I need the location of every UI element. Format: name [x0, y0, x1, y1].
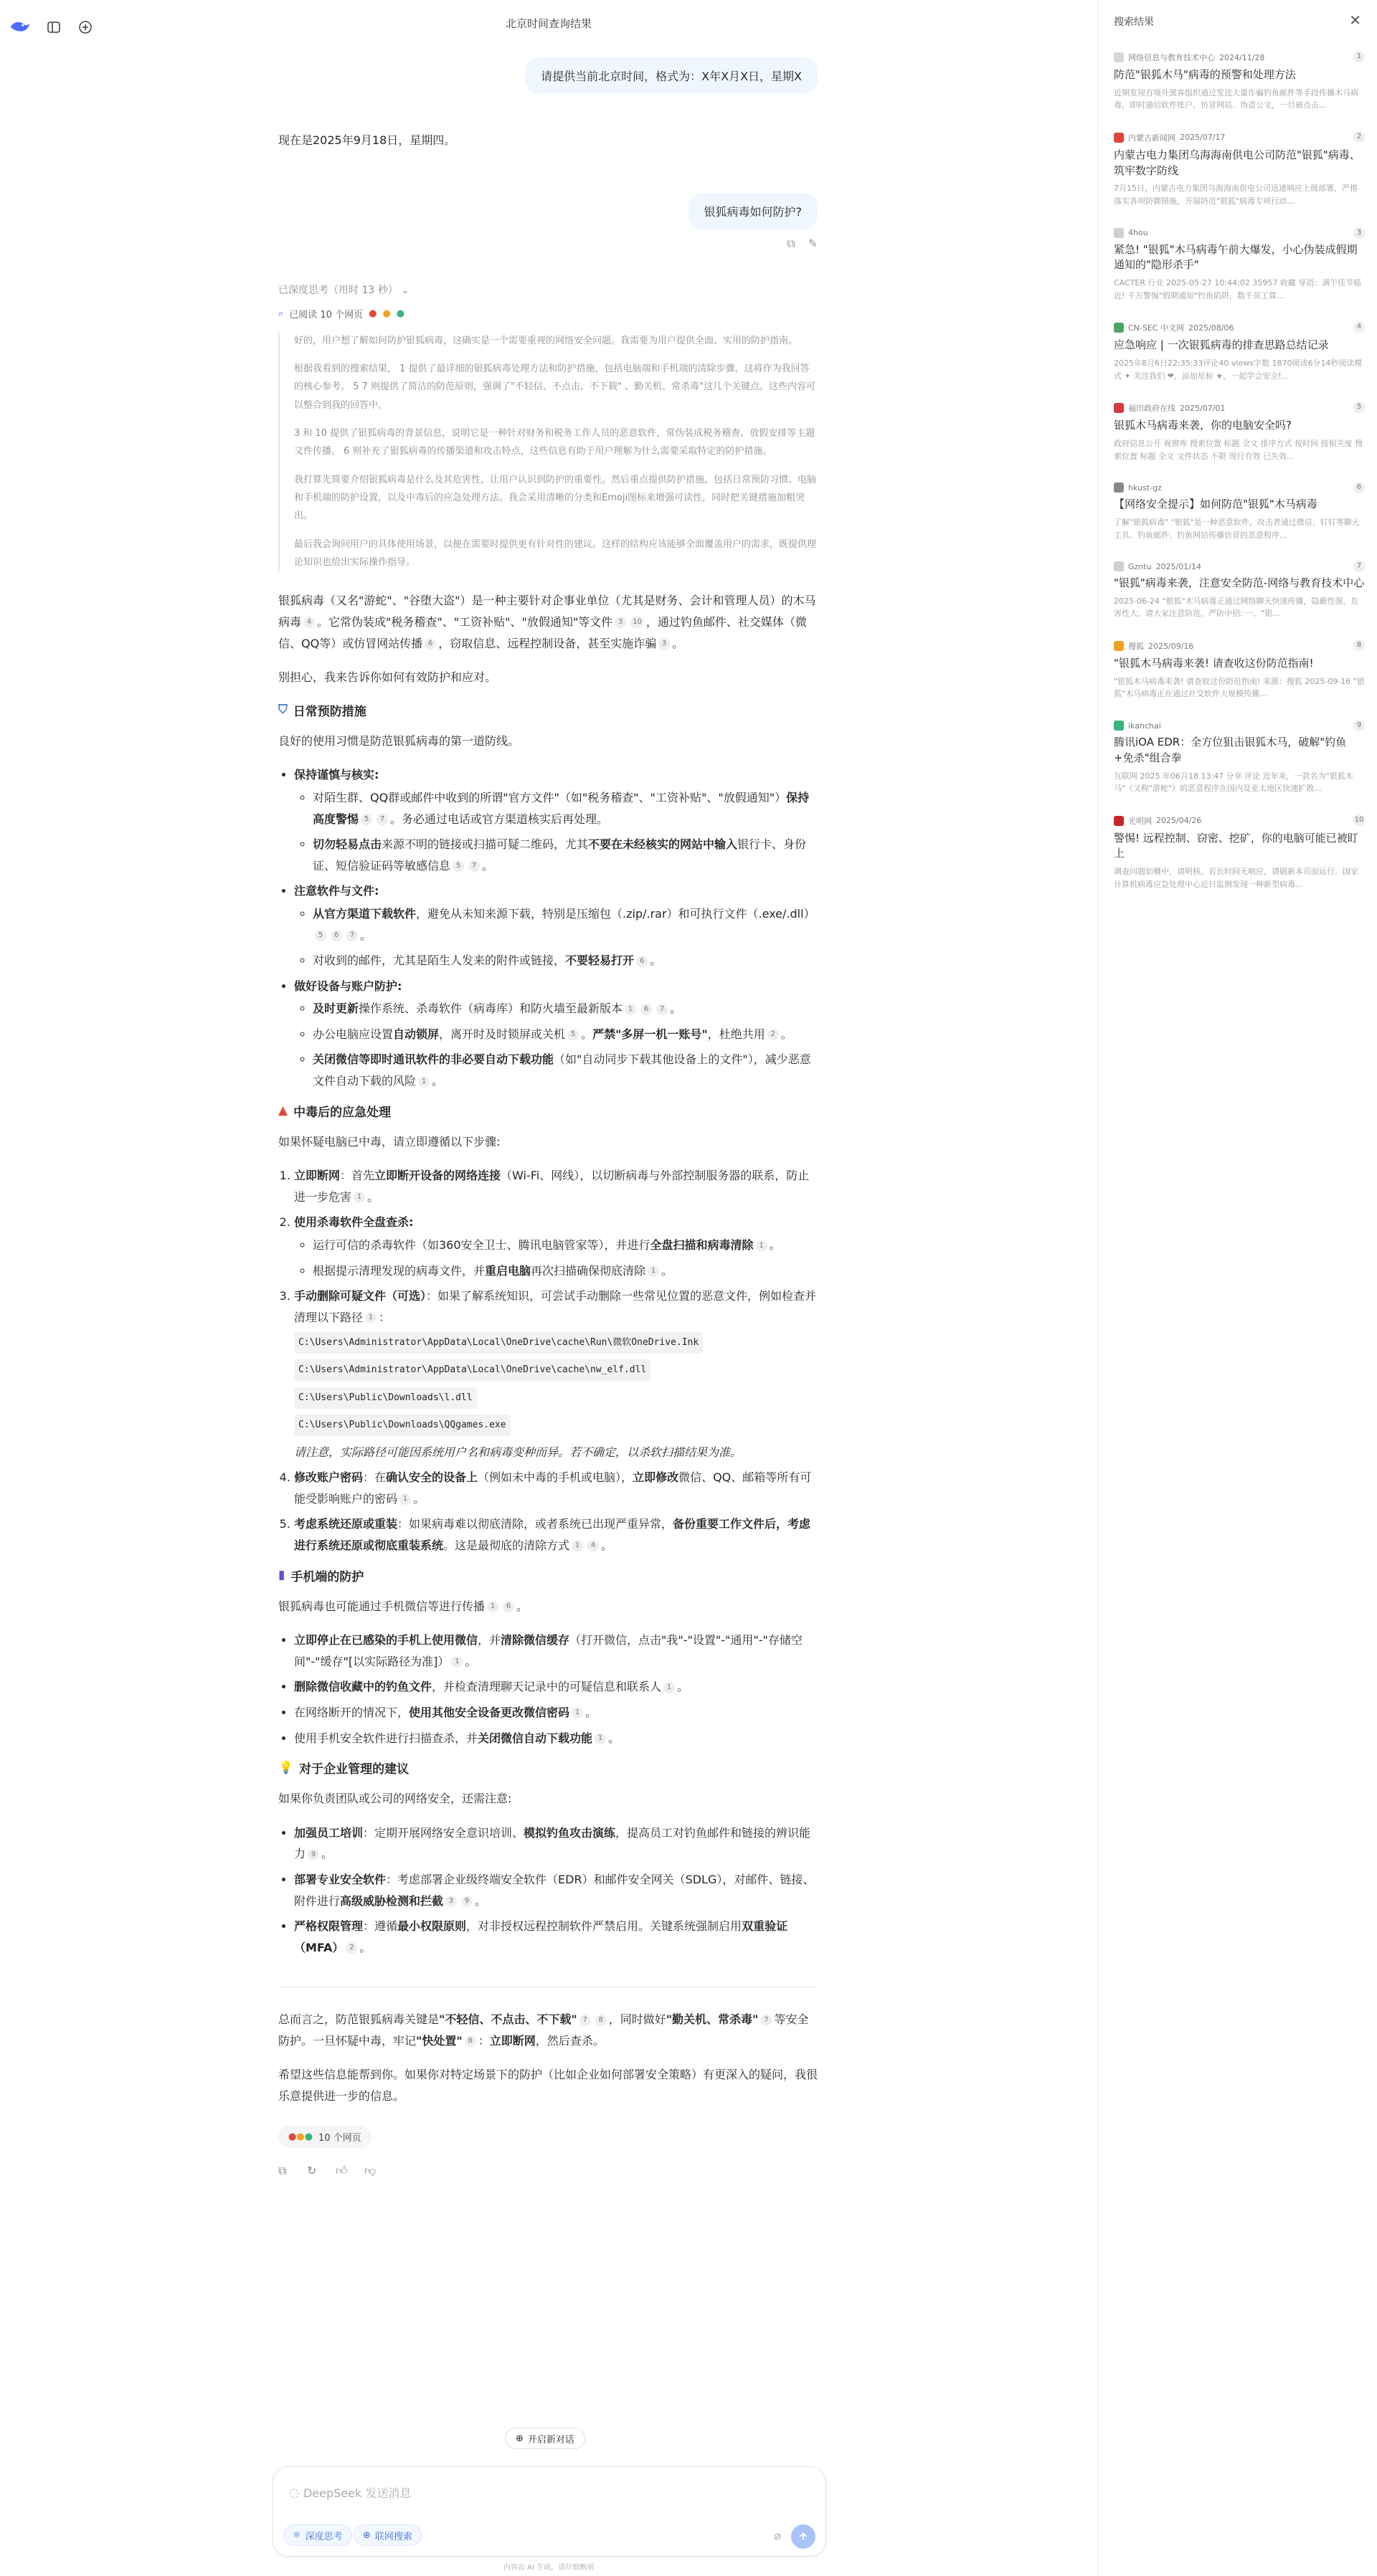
thinking-content [278, 332, 818, 572]
result-snippet: 7月15日，内蒙古电力集团乌海海南供电公司迅速响应上级部署，严格落实各项防御措施，开展防范"银狐"病毒专项行动... [1114, 184, 1358, 206]
list-item: • 严格权限管理：遵循最小权限原则，对非授权远程控制软件严禁启用。关键系统强制启用双重验证（MFA） 2 。 [294, 1916, 818, 1958]
emergency-steps [278, 1165, 818, 1556]
result-date: 2025/07/17 [1180, 133, 1226, 143]
citation[interactable]: 10 [630, 617, 644, 628]
site-favicon-icon [1114, 323, 1124, 333]
search-result-item[interactable] [1114, 640, 1365, 700]
result-snippet: 政府信息公开 视窗库 搜索位置 标题 全文 排序方式 按时间 按相关度 搜索位置 标题 全文 文件状态 不限 现行有效 已失效... [1114, 439, 1363, 461]
section-lead: 银狐病毒也可能通过手机微信等进行传播 1 6 。 [278, 1599, 529, 1613]
results-list [1114, 52, 1365, 911]
result-number: 7 [1353, 561, 1365, 572]
edit-icon[interactable]: ✎ [808, 236, 818, 250]
list-item: • 使用手机安全软件进行扫描查杀，并关闭微信自动下载功能 1 。 [294, 1728, 818, 1749]
list-item: 2. 使用杀毒软件全盘查杀: ◦ 运行可信的杀毒软件（如360安全卫士、腾讯电脑管家等），并进行全盘扫描和病毒清除 1 。 ◦ 根据提示清理发现的病毒文件，并重启电脑再次扫描确保彻底清除 1 。 [294, 1212, 818, 1281]
deep-think-toggle[interactable] [278, 282, 818, 297]
result-date: 2025/04/26 [1156, 816, 1202, 826]
citation[interactable]: 1 [595, 1733, 606, 1744]
copy-icon[interactable]: ⧉ [787, 236, 795, 250]
new-chat-label: 开启新对话 [527, 2434, 574, 2446]
chevron-down-icon: ⌄ [401, 284, 410, 296]
list-item: ◦ 对收到的邮件，尤其是陌生人发来的附件或链接，不要轻易打开 6 。 [313, 950, 818, 971]
attach-icon[interactable]: ⌀ [774, 2529, 781, 2542]
list-item: ◦ 办公电脑应设置自动锁屏，离开时及时锁屏或关机 5 。严禁"多屏一机一账号"，杜绝共用 2 。 [313, 1024, 818, 1045]
result-title[interactable]: 应急响应 | 一次银狐病毒的排查思路总结记录 [1114, 338, 1329, 352]
list-item: • 部署专业安全软件：考虑部署企业级终端安全软件（EDR）和邮件安全网关（SDLG），对邮件、链接、附件进行高级威胁检测和拦截 3 9 。 [294, 1869, 818, 1911]
result-source: Gzntu [1128, 561, 1152, 571]
citation[interactable]: 9 [308, 1849, 319, 1860]
search-result-item[interactable] [1114, 322, 1365, 382]
search-result-item[interactable] [1114, 52, 1365, 112]
result-title[interactable]: 防范"银狐木马"病毒的预警和处理方法 [1114, 68, 1296, 81]
list-item: 5. 考虑系统还原或重装：如果病毒难以彻底清除，或者系统已出现严重异常，备份重要工作文件后，考虑进行系统还原或彻底重装系统。这是最彻底的清除方式 1 4 。 [294, 1513, 818, 1556]
citation[interactable]: 3 [615, 617, 626, 628]
result-snippet: "银狐木马病毒来袭! 请查收这份防范指南! 来源：搜狐 2025-09-16 "银狐"木马病毒正在通过社交软件大规模传播... [1114, 676, 1365, 699]
search-results-panel [1097, 0, 1377, 2576]
citation[interactable]: 1 [663, 1682, 675, 1693]
result-number: 3 [1353, 227, 1365, 239]
result-date: 2025/01/14 [1155, 561, 1201, 571]
section-heading: ⛉ 日常预防措施 [278, 703, 366, 719]
result-number: 4 [1353, 321, 1365, 333]
citation[interactable]: 3 [445, 1896, 457, 1907]
list-item: ◦ 运行可信的杀毒软件（如360安全卫士、腾讯电脑管家等），并进行全盘扫描和病毒清除 1 。 [313, 1235, 818, 1256]
list-item: • 做好设备与账户防护: ◦ 及时更新操作系统、杀毒软件（病毒库）和防火墙至最新版本 1 6 7 。 ◦ 办公电脑应设置自动锁屏，离开时及时锁屏或关机 5 。严禁"多屏一机一账号"，杜绝共用 2 。 ◦ 关闭微信等即时通讯软件的非必要自动下载功能（如"自动同步下载其他设备上的文件"），减少恶意文件自动下载的风险 1 。 [294, 976, 818, 1092]
search-result-item[interactable] [1114, 483, 1365, 541]
list-item: ◦ 及时更新操作系统、杀毒软件（病毒库）和防火墙至最新版本 1 6 7 。 [313, 998, 818, 1020]
send-button[interactable] [791, 2524, 815, 2549]
assistant-answer: 现在是2025年9月18日，星期四。 [278, 133, 456, 147]
deepseek-small-icon: ◌ [289, 2486, 299, 2499]
site-favicon-icon [1114, 561, 1124, 571]
citation[interactable]: 7 [656, 1004, 668, 1015]
citation[interactable]: 7 [468, 860, 480, 872]
summary-paragraph: 总而言之，防范银狐病毒关键是"不轻信、不点击、不下载" 7 8 ，同时做好"勤关机、常杀毒" 7 等安全防护。一旦怀疑中毒，牢记"快处置" 8 ：立即断网，然后查杀。 [278, 2012, 809, 2048]
prevention-list [278, 764, 818, 1091]
list-item: ◦ 根据提示清理发现的病毒文件，并重启电脑再次扫描确保彻底清除 1 。 [313, 1260, 818, 1282]
result-title[interactable]: 【网络安全提示】如何防范"银狐"木马病毒 [1114, 498, 1317, 511]
result-meta [1114, 228, 1365, 238]
message-input[interactable] [289, 2484, 411, 2501]
shield-icon: ⛉ [278, 703, 288, 718]
result-meta [1114, 322, 1365, 333]
result-title[interactable]: 紧急! "银狐"木马病毒午前大爆发，小心伪装成假期通知的"隐形杀手" [1114, 242, 1358, 272]
list-item: 3. 手动删除可疑文件（可选）：如果了解系统知识，可尝试手动删除一些常见位置的恶意文件，例如检查并清理以下路径 1 ： C:\Users\Administrator\AppData\Local\OneDrive\cache\Run\微软OneDrive.Ink C:\Users\Administrator\AppData\Local\OneDrive\cache\nw_elf.dll C:\Users\Public\Downloads\l.dll C:\Users\Public\Downloads\QQgames.exe 请注意，实际路径可能因系统用户名和病毒变种而异。若不确定，以杀软扫描结果为准。 [294, 1285, 818, 1463]
panel-title: 搜索结果 [1114, 16, 1154, 28]
result-meta [1114, 721, 1365, 731]
source-favicons-icon: ● [369, 308, 377, 319]
list-item: 1. 立即断网：首先立即断开设备的网络连接（Wi-Fi、网线），以切断病毒与外部控制服务器的联系，防止进一步危害 1 。 [294, 1165, 818, 1207]
site-favicon-icon [1114, 228, 1124, 238]
closing-paragraph: 希望这些信息能帮到你。如果你对特定场景下的防护（比如企业如何部署安全策略）有更深入的疑问，我很乐意提供进一步的信息。 [278, 2068, 818, 2104]
result-number: 1 [1353, 51, 1365, 62]
list-item: • 在网络断开的情况下，使用其他安全设备更改微信密码 1 。 [294, 1702, 818, 1724]
list-item: • 立即停止在已感染的手机上使用微信，并清除微信缓存（打开微信，点击"我"-"设置"-"通用"-"存储空间"-"缓存"[以实际路径为准]） 1 。 [294, 1630, 818, 1672]
globe-icon: ⊕ [363, 2529, 371, 2541]
citation[interactable]: 1 [399, 1493, 411, 1505]
list-item: ◦ 对陌生群、QQ群或邮件中收到的所谓"官方文件"（如"税务稽查"、"工资补贴"、"放假通知"）保持高度警惕 5 7 。务必通过电话或官方渠道核实后再处理。 [313, 787, 818, 830]
site-favicon-icon [1114, 483, 1124, 493]
result-number: 9 [1353, 720, 1365, 731]
result-meta [1114, 483, 1365, 493]
siren-icon: ▲ [278, 1103, 288, 1118]
result-number: 2 [1353, 131, 1365, 143]
searched-label: 已阅读 10 个网页 [289, 309, 364, 320]
list-item: • 注意软件与文件: ◦ 从官方渠道下载软件，避免从未知来源下载，特别是压缩包（.zip/.rar）和可执行文件（.exe/.dll）5 6 7 。 ◦ 对收到的邮件，尤其是陌生人发来的附件或链接，不要轻易打开 6 。 [294, 880, 818, 971]
result-source: 福田政府在线 [1128, 404, 1175, 414]
result-number: 5 [1353, 401, 1365, 413]
search-result-item[interactable] [1114, 132, 1365, 208]
result-snippet: 互联网 2025 年06月18 13:47 分享 评论 近年来，一款名为"银狐木马"（又称"游蛇"）的恶意程序在国内及亚太地区快速扩散... [1114, 771, 1353, 794]
result-meta [1114, 640, 1365, 652]
citation[interactable]: 6 [640, 1004, 652, 1015]
citation[interactable]: 1 [572, 1540, 583, 1551]
citation[interactable]: 1 [451, 1656, 463, 1668]
section-heading: ▲ 中毒后的应急处理 [278, 1103, 392, 1120]
deep-think-button[interactable] [283, 2524, 352, 2546]
result-meta [1114, 52, 1365, 63]
user-message: 银狐病毒如何防护? [688, 193, 818, 229]
new-chat-button[interactable] [505, 2428, 585, 2449]
search-result-item[interactable] [1114, 228, 1365, 303]
result-number: 8 [1353, 640, 1365, 651]
thumbs-up-icon[interactable]: 👍︎ [336, 2163, 348, 2177]
mobile-list [278, 1630, 818, 1749]
section-lead: 如果怀疑电脑已中毒，请立即遵循以下步骤: [278, 1134, 501, 1149]
think-paragraph: 3 和 10 提供了银狐病毒的背景信息，说明它是一种针对财务和税务工作人员的恶意软件，常伪装成税务稽查、放假安排等主题文件传播。 6 则补充了银狐病毒的传播渠道和攻击特点，这些信息有助于用户理解为什么需要采取特定的防护措施。 [294, 427, 815, 457]
copy-icon[interactable]: ⧉ [278, 2163, 287, 2177]
site-favicon-icon [1114, 641, 1124, 651]
answer-actions [278, 2164, 818, 2177]
section-heading: 💡 对于企业管理的建议 [278, 1760, 410, 1777]
input-placeholder: DeepSeek 发送消息 [303, 2486, 412, 2500]
citation[interactable]: 1 [572, 1707, 583, 1719]
list-item: • 加强员工培训：定期开展网络安全意识培训、模拟钓鱼攻击演练，提高员工对钓鱼邮件和链接的辨识能力 9 。 [294, 1822, 818, 1865]
phone-icon: ▮ [278, 1568, 285, 1583]
result-snippet: 近期发现有境外黑客组织通过发送大量诈骗钓鱼邮件等手段传播木马病毒，即时通信软件账户、仿冒网站、伪造公文，一旦被点击... [1114, 87, 1358, 110]
result-date: 2025/08/06 [1188, 323, 1234, 333]
list-item: ◦ 切勿轻易点击来源不明的链接或扫描可疑二维码，尤其不要在未经核实的网站中输入银行卡、身份证、短信验证码等敏感信息 5 7 。 [313, 834, 818, 876]
web-sources-chip[interactable] [278, 2126, 372, 2148]
search-result-item[interactable] [1114, 402, 1365, 462]
result-source: 搜狐 [1128, 642, 1144, 652]
intro-paragraph: 银狐病毒（又名"游蛇"、"谷堕大盗"）是一种主要针对企事业单位（尤其是财务、会计和管理人员）的木马病毒 4 。它常伪装成"税务稽查"、"工资补贴"、"放假通知"等文件 3 10 ，通过钓鱼邮件、社交媒体（微信、QQ等）或仿冒网站传播 6 ，窃取信息、远程控制设备，甚至实施诈骗 3 。 [278, 594, 816, 650]
citation[interactable]: 4 [303, 617, 315, 628]
search-result-item[interactable] [1114, 721, 1365, 795]
deep-think-label: 深度思考 [305, 2531, 343, 2542]
arrow-up-icon [797, 2530, 810, 2543]
list-item: • 删除微信收藏中的钓鱼文件，并检查清理聊天记录中的可疑信息和联系人 1 。 [294, 1676, 818, 1698]
result-title[interactable]: "银狐木马病毒来袭! 请查收这份防范指南! [1114, 657, 1314, 670]
citation[interactable]: 6 [503, 1601, 514, 1612]
result-source: hkust-gz [1128, 483, 1162, 493]
result-source: 网络信息与教育技术中心 [1128, 53, 1215, 62]
path-note: 请注意，实际路径可能因系统用户名和病毒变种而异。若不确定，以杀软扫描结果为准。 [294, 1445, 742, 1459]
thumbs-down-icon[interactable]: 👎︎ [364, 2163, 377, 2177]
atom-icon: ⚛ [293, 2529, 301, 2541]
citation[interactable]: 3 [658, 638, 670, 650]
result-meta [1114, 561, 1365, 571]
citation[interactable]: 6 [636, 956, 648, 967]
web-chip-label: 10 个网页 [318, 2132, 361, 2144]
site-favicon-icon [1114, 133, 1124, 143]
search-icon: ⌕ [278, 308, 284, 319]
citation[interactable]: 1 [354, 1192, 365, 1203]
citation[interactable]: 2 [767, 1029, 779, 1040]
citation[interactable]: 2 [346, 1942, 357, 1954]
result-title[interactable]: 银狐木马病毒来袭，你的电脑安全吗? [1114, 419, 1292, 432]
result-title[interactable]: 内蒙古电力集团乌海海南供电公司防范"银狐"病毒、筑牢数字防线 [1114, 148, 1361, 177]
citation[interactable]: 7 [346, 930, 358, 941]
citation[interactable]: 1 [648, 1265, 659, 1277]
user-message-actions [787, 237, 818, 251]
result-date: 2025/07/01 [1180, 403, 1226, 413]
result-source: 内蒙古新闻网 [1128, 133, 1175, 143]
site-favicon-icon [1114, 52, 1124, 62]
section-lead: 如果你负责团队或公司的网络安全，还需注意: [278, 1792, 512, 1806]
citation[interactable]: 5 [453, 860, 464, 872]
file-path: C:\Users\Administrator\AppData\Local\OneDrive\cache\nw_elf.dll [294, 1359, 650, 1381]
result-source: 4hou [1128, 228, 1148, 238]
file-path: C:\Users\Public\Downloads\QQgames.exe [294, 1415, 511, 1436]
web-search-button[interactable] [354, 2524, 422, 2546]
ai-disclaimer: 内容由 AI 生成，请仔细甄别 [503, 2564, 595, 2572]
enterprise-list [278, 1822, 818, 1959]
think-paragraph: 好的，用户想了解如何防护银狐病毒，这确实是一个需要重视的网络安全问题。我需要为用户提供全面、实用的防护指南。 [294, 335, 798, 346]
intro-end: 别担心，我来告诉你如何有效防护和应对。 [278, 670, 497, 685]
result-snippet: 了解"银狐病毒" "银狐"是一种恶意软件，攻击者通过微信、钉钉等聊天工具、钓鱼邮件、钓鱼网站传播仿冒的恶意程序... [1114, 517, 1360, 540]
result-source: CN-SEC 中文网 [1128, 323, 1184, 333]
result-meta [1114, 815, 1365, 827]
web-search-label: 联网搜索 [374, 2531, 412, 2542]
citation[interactable]: 1 [365, 1312, 377, 1323]
citation[interactable]: 1 [625, 1004, 636, 1015]
plus-circle-icon: ⊕ [516, 2433, 524, 2444]
result-meta [1114, 402, 1365, 414]
result-snippet: 调查问题如概中，请明核。若长时间无响应，请刷新本页面运行。国家计算机病毒应急处理中心近日监测发现一种新型病毒... [1114, 867, 1358, 889]
list-item: ◦ 从官方渠道下载软件，避免从未知来源下载，特别是压缩包（.zip/.rar）和可执行文件（.exe/.dll）5 6 7 。 [313, 903, 818, 946]
list-item: • 保持谨慎与核实: ◦ 对陌生群、QQ群或邮件中收到的所谓"官方文件"（如"税务稽查"、"工资补贴"、"放假通知"）保持高度警惕 5 7 。务必通过电话或官方渠道核实后再处理。 ◦ 切勿轻易点击来源不明的链接或扫描可疑二维码，尤其不要在未经核实的网站中输入银行卡、身份证、短信验证码等敏感信息 5 7 。 [294, 764, 818, 876]
citation[interactable]: 7 [377, 814, 388, 825]
citation[interactable]: 5 [361, 814, 372, 825]
think-paragraph: 最后我会询问用户的具体使用场景，以便在需要时提供更有针对性的建议。这样的结构应该能够全面覆盖用户的需求，既提供理论知识也给出实际操作指导。 [294, 538, 817, 569]
citation[interactable]: 1 [756, 1240, 767, 1252]
path-list [294, 1331, 818, 1437]
searched-pages[interactable]: ⌕ 已阅读 10 个网页 ● ● ● [278, 308, 405, 320]
result-date: 2024/11/28 [1219, 52, 1265, 62]
source-favicons-icon: ●●● [288, 2131, 313, 2142]
user-message: 请提供当前北京时间，格式为：X年X月X日，星期X [525, 57, 818, 94]
result-title[interactable]: "银狐"病毒来袭，注意安全防范-网络与教育技术中心 [1114, 576, 1365, 590]
chat-thread [278, 57, 818, 2177]
result-number: 10 [1353, 814, 1365, 826]
citation[interactable]: 8 [595, 2015, 607, 2026]
result-source: ikanchai [1128, 721, 1161, 731]
search-result-item[interactable] [1114, 561, 1365, 620]
regenerate-icon[interactable]: ↻ [307, 2163, 317, 2177]
result-snippet: CACTER 行业 2025-05-27 10:44:02 35957 收藏 导语：满午佳节临近! 千万警惕"假期通知"钓鱼陷阱，数千员工算... [1114, 278, 1362, 300]
site-favicon-icon [1114, 816, 1124, 826]
result-source: 光明网 [1128, 816, 1152, 826]
section-heading: ▮ 手机端的防护 [278, 1568, 364, 1584]
chat-title: 北京时间查询结果 [505, 17, 592, 30]
result-title[interactable]: 腾讯iOA EDR：全方位狙击银狐木马，破解"钓鱼+免杀"组合拳 [1114, 736, 1347, 764]
think-paragraph: 根据我看到的搜索结果， 1 提供了最详细的银狐病毒处理方法和防护措施，包括电脑端和手机端的清除步骤，这将作为我回答的核心参考。 5 7 则提供了简洁的防范原则，强调了"不轻信、不点击、不下载" 、勤关机、常杀毒"这几个关键点。这些内容可以整合到我的回答中。 [294, 363, 816, 411]
file-path: C:\Users\Public\Downloads\l.dll [294, 1387, 477, 1409]
citation[interactable]: 9 [461, 1896, 473, 1907]
lightbulb-icon: 💡 [278, 1760, 294, 1775]
citation[interactable]: 5 [315, 930, 326, 941]
citation[interactable]: 7 [579, 2015, 591, 2026]
citation[interactable]: 4 [587, 1540, 599, 1551]
think-toggle-label: 已深度思考（用时 13 秒） [278, 284, 398, 296]
close-icon[interactable]: ✕ [1349, 11, 1361, 29]
result-number: 6 [1353, 482, 1365, 493]
citation[interactable]: 7 [760, 2015, 772, 2026]
citation[interactable]: 1 [418, 1076, 430, 1088]
citation[interactable]: 6 [425, 638, 436, 650]
section-lead: 良好的使用习惯是防范银狐病毒的第一道防线。 [278, 733, 520, 748]
result-title[interactable]: 警惕! 远程控制、窃密、挖矿，你的电脑可能已被盯上 [1114, 831, 1358, 860]
think-paragraph: 我打算先简要介绍银狐病毒是什么及其危害性，让用户认识到防护的重要性。然后重点提供防护措施，包括日常预防习惯、电脑和手机端的防护设置，以及中毒后的应急处理方法。我会采用清晰的分类和Emoji图标来增强可读性，同时把关键措施加粗突出。 [294, 474, 817, 522]
message-input-box[interactable] [273, 2466, 826, 2557]
citation[interactable]: 6 [331, 930, 342, 941]
list-item: 4. 修改账户密码：在确认安全的设备上（例如未中毒的手机或电脑），立即修改微信、QQ、邮箱等所有可能受影响账户的密码 1 。 [294, 1467, 818, 1509]
citation[interactable]: 5 [567, 1029, 579, 1040]
result-snippet: 2025年8月6日22:35:33评论40 views字数 1870阅读6分14秒阅读模式 ✦ 关注我们 ❤，添加星标 ★，一起学会安全!... [1114, 358, 1363, 381]
site-favicon-icon [1114, 721, 1124, 731]
file-path: C:\Users\Administrator\AppData\Local\OneDrive\cache\Run\微软OneDrive.Ink [294, 1332, 703, 1354]
result-snippet: 2025-06-24 "银狐"木马病毒正通过网络聊天快速传播，隐蔽性强、危害性大。请大家注意防范，严防中招: 一、"银... [1114, 596, 1359, 619]
list-item: ◦ 关闭微信等即时通讯软件的非必要自动下载功能（如"自动同步下载其他设备上的文件"），减少恶意文件自动下载的风险 1 。 [313, 1049, 818, 1091]
citation[interactable]: 1 [487, 1601, 498, 1612]
search-result-item[interactable] [1114, 815, 1365, 891]
result-date: 2025/09/16 [1148, 641, 1194, 651]
citation[interactable]: 8 [465, 2035, 476, 2047]
result-meta [1114, 132, 1365, 143]
site-favicon-icon [1114, 403, 1124, 413]
